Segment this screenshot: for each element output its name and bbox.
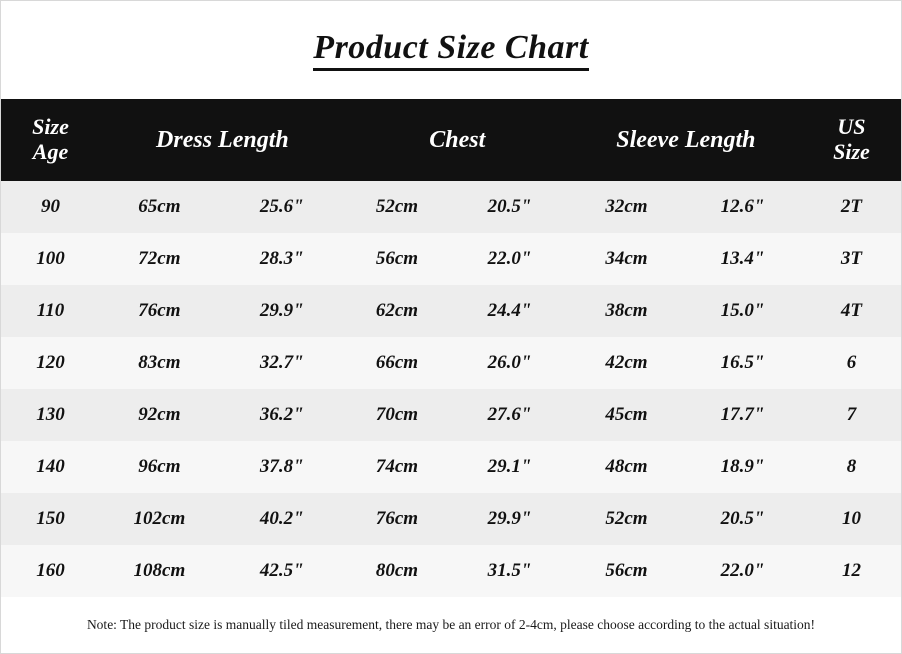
- column-header-size-age: [1, 99, 100, 181]
- cell-chest-in: 20.5": [449, 181, 570, 233]
- cell-chest-in: 27.6": [449, 389, 570, 441]
- cell-us-size: 8: [802, 441, 901, 493]
- cell-chest-cm: 74cm: [345, 441, 449, 493]
- cell-sleeve-in: 22.0": [683, 545, 802, 597]
- cell-dress-in: 36.2": [219, 389, 345, 441]
- table-row: [1, 493, 901, 545]
- cell-dress-cm: 83cm: [100, 337, 219, 389]
- cell-size-age: 160: [1, 545, 100, 597]
- cell-chest-in: 22.0": [449, 233, 570, 285]
- cell-sleeve-cm: 45cm: [570, 389, 683, 441]
- cell-chest-cm: 56cm: [345, 233, 449, 285]
- column-header-us-size: [802, 99, 901, 181]
- table-header: [1, 99, 901, 181]
- cell-size-age: 150: [1, 493, 100, 545]
- table-row: [1, 233, 901, 285]
- cell-chest-in: 31.5": [449, 545, 570, 597]
- cell-chest-cm: 80cm: [345, 545, 449, 597]
- cell-chest-cm: 70cm: [345, 389, 449, 441]
- cell-size-age: 120: [1, 337, 100, 389]
- table-row: [1, 285, 901, 337]
- column-header-us-line2: Size: [833, 139, 870, 164]
- cell-chest-in: 24.4": [449, 285, 570, 337]
- cell-chest-cm: 76cm: [345, 493, 449, 545]
- cell-sleeve-cm: 34cm: [570, 233, 683, 285]
- measurement-note: Note: The product size is manually tiled measurement, there may be an error of 2-4cm, please choose according to the actual situation!: [1, 597, 901, 653]
- table-row: [1, 337, 901, 389]
- cell-size-age: 90: [1, 181, 100, 233]
- cell-us-size: 3T: [802, 233, 901, 285]
- cell-sleeve-in: 17.7": [683, 389, 802, 441]
- column-header-size-line2: Age: [32, 139, 69, 164]
- cell-dress-in: 25.6": [219, 181, 345, 233]
- cell-chest-in: 26.0": [449, 337, 570, 389]
- cell-dress-in: 32.7": [219, 337, 345, 389]
- column-header-dress-length: Dress Length: [100, 99, 345, 181]
- cell-dress-in: 37.8": [219, 441, 345, 493]
- cell-dress-cm: 102cm: [100, 493, 219, 545]
- column-header-us-line1: US: [837, 114, 866, 140]
- cell-size-age: 140: [1, 441, 100, 493]
- cell-dress-in: 42.5": [219, 545, 345, 597]
- cell-sleeve-cm: 42cm: [570, 337, 683, 389]
- cell-dress-in: 28.3": [219, 233, 345, 285]
- cell-dress-cm: 72cm: [100, 233, 219, 285]
- cell-dress-in: 40.2": [219, 493, 345, 545]
- column-header-chest: Chest: [345, 99, 570, 181]
- cell-dress-cm: 96cm: [100, 441, 219, 493]
- cell-sleeve-in: 12.6": [683, 181, 802, 233]
- cell-chest-cm: 62cm: [345, 285, 449, 337]
- cell-sleeve-cm: 32cm: [570, 181, 683, 233]
- cell-sleeve-cm: 52cm: [570, 493, 683, 545]
- table-header-row: [1, 99, 901, 181]
- column-header-size-line1: Size: [32, 114, 69, 140]
- cell-size-age: 100: [1, 233, 100, 285]
- cell-sleeve-in: 13.4": [683, 233, 802, 285]
- cell-dress-cm: 92cm: [100, 389, 219, 441]
- cell-us-size: 12: [802, 545, 901, 597]
- cell-us-size: 4T: [802, 285, 901, 337]
- cell-size-age: 130: [1, 389, 100, 441]
- cell-sleeve-cm: 48cm: [570, 441, 683, 493]
- table-row: [1, 181, 901, 233]
- table-row: [1, 389, 901, 441]
- cell-dress-cm: 108cm: [100, 545, 219, 597]
- cell-us-size: 10: [802, 493, 901, 545]
- size-chart-table: [1, 99, 901, 597]
- cell-chest-in: 29.1": [449, 441, 570, 493]
- cell-dress-cm: 65cm: [100, 181, 219, 233]
- cell-size-age: 110: [1, 285, 100, 337]
- table-body: [1, 181, 901, 597]
- cell-sleeve-in: 16.5": [683, 337, 802, 389]
- cell-us-size: 6: [802, 337, 901, 389]
- cell-sleeve-cm: 38cm: [570, 285, 683, 337]
- page-title: Product Size Chart: [313, 29, 588, 71]
- table-row: [1, 441, 901, 493]
- cell-chest-in: 29.9": [449, 493, 570, 545]
- cell-chest-cm: 52cm: [345, 181, 449, 233]
- cell-us-size: 7: [802, 389, 901, 441]
- cell-sleeve-in: 20.5": [683, 493, 802, 545]
- cell-dress-cm: 76cm: [100, 285, 219, 337]
- cell-sleeve-cm: 56cm: [570, 545, 683, 597]
- cell-sleeve-in: 15.0": [683, 285, 802, 337]
- cell-sleeve-in: 18.9": [683, 441, 802, 493]
- title-container: [1, 1, 901, 99]
- cell-chest-cm: 66cm: [345, 337, 449, 389]
- cell-us-size: 2T: [802, 181, 901, 233]
- cell-dress-in: 29.9": [219, 285, 345, 337]
- table-row: [1, 545, 901, 597]
- column-header-sleeve-length: Sleeve Length: [570, 99, 802, 181]
